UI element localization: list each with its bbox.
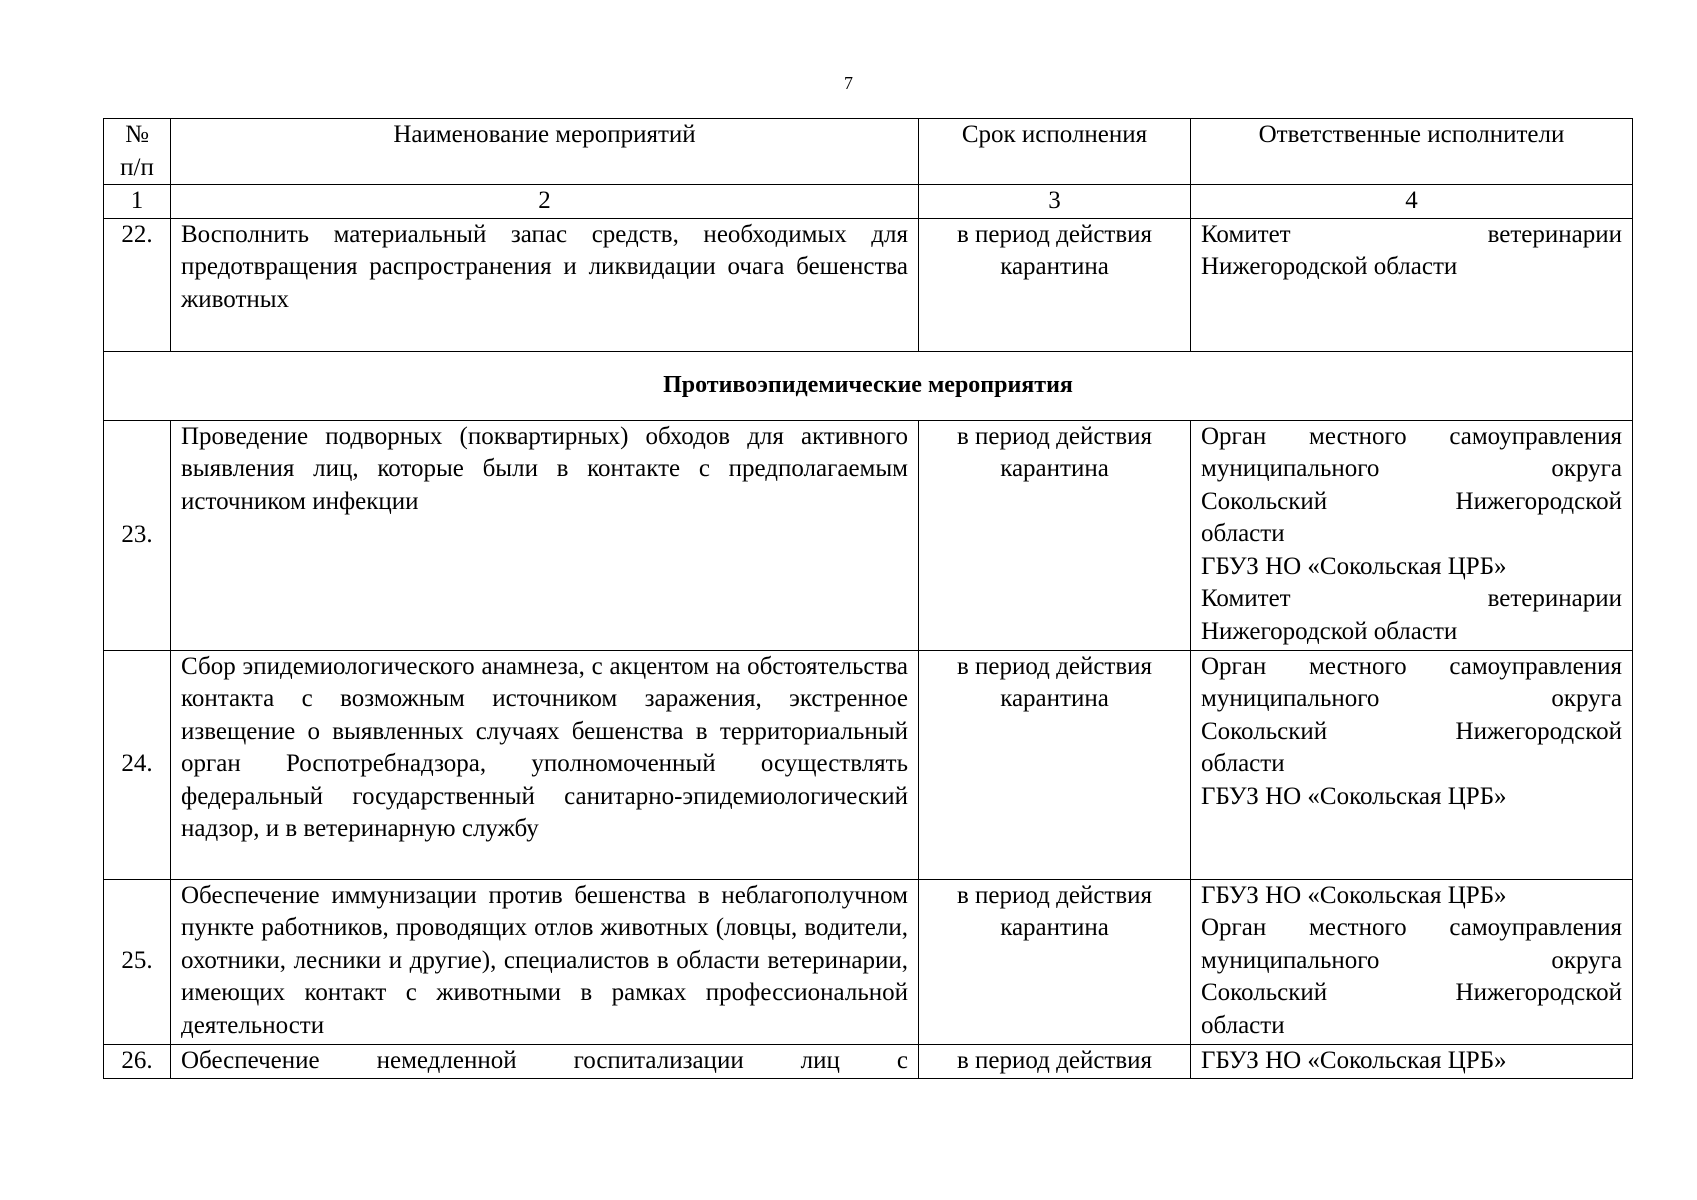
table-row	[104, 1044, 1633, 1078]
resp-word: Сокольский	[1201, 717, 1328, 745]
resp-word: самоуправления	[1449, 914, 1622, 941]
resp-word: Нижегородской	[1455, 487, 1622, 515]
resp-word: муниципального	[1201, 455, 1380, 482]
activity-term: в период действия	[919, 1044, 1191, 1078]
header-num	[104, 119, 171, 185]
activity-responsible	[1191, 879, 1633, 1044]
section-title: Противоэпидемические мероприятия	[104, 351, 1633, 420]
resp-line	[1201, 683, 1622, 716]
resp-line	[1201, 716, 1622, 749]
resp-line: Нижегородской области	[1201, 617, 1458, 645]
resp-word: местного	[1309, 914, 1407, 941]
activity-name: Обеспечение иммунизации против бешенства в неблагополучном пункте работников, проводящих отлов животных (ловцы, водители, охотники, лесники и другие), специалистов в области ветеринарии, имеющих контакт с животными в рамках профессиональной деятельности	[171, 879, 919, 1044]
name-word: немедленной	[376, 1046, 517, 1074]
page-number: 7	[844, 73, 853, 93]
resp-line: ГБУЗ НО «Сокольская ЦРБ»	[1201, 782, 1507, 810]
resp-word: ветеринарии	[1487, 220, 1622, 248]
table-row	[104, 650, 1633, 879]
activity-term: в период действия карантина	[919, 650, 1191, 879]
header-term: Срок исполнения	[919, 119, 1191, 185]
resp-word: местного	[1309, 652, 1407, 680]
activity-name: Проведение подворных (поквартирных) обходов для активного выявления лиц, которые были в контакте с предполагаемым источником инфекции	[171, 420, 919, 650]
column-index-row	[104, 185, 1633, 219]
table-header-row	[104, 119, 1633, 185]
resp-line	[1201, 583, 1622, 616]
header-resp: Ответственные исполнители	[1191, 119, 1633, 185]
column-index-3: 3	[919, 185, 1191, 219]
row-number: 25.	[104, 879, 171, 1044]
activities-table	[103, 118, 1633, 1079]
table-row	[104, 420, 1633, 650]
name-line	[181, 1045, 908, 1078]
resp-line: области	[1201, 1011, 1285, 1039]
resp-word: самоуправления	[1449, 652, 1622, 680]
table-row	[104, 218, 1633, 351]
resp-line: ГБУЗ НО «Сокольская ЦРБ»	[1201, 881, 1507, 909]
resp-word: округа	[1551, 685, 1622, 712]
resp-word: самоуправления	[1449, 422, 1622, 450]
table-row	[104, 879, 1633, 1044]
resp-word: округа	[1551, 946, 1622, 974]
resp-word: Нижегородской	[1455, 979, 1622, 1006]
activity-responsible	[1191, 218, 1633, 351]
activity-term: в период действия карантина	[919, 879, 1191, 1044]
resp-line: области	[1201, 520, 1285, 547]
resp-line	[1201, 651, 1622, 684]
name-word: с	[896, 1046, 908, 1074]
resp-line	[1201, 219, 1622, 252]
section-row	[104, 351, 1633, 420]
resp-line	[1201, 421, 1622, 454]
resp-word: округа	[1551, 455, 1622, 482]
header-num-line1: №	[125, 121, 149, 148]
header-name: Наименование мероприятий	[171, 119, 919, 185]
name-word: лиц	[800, 1046, 840, 1074]
resp-word: Орган	[1201, 914, 1267, 941]
activity-name	[171, 1044, 919, 1078]
activity-responsible	[1191, 650, 1633, 879]
row-number: 26.	[104, 1044, 171, 1078]
activity-responsible: ГБУЗ НО «Сокольская ЦРБ»	[1191, 1044, 1633, 1078]
column-index-1: 1	[104, 185, 171, 219]
activity-responsible	[1191, 420, 1633, 650]
activity-name: Сбор эпидемиологического анамнеза, с акцентом на обстоятельства контакта с возможным источником заражения, экстренное извещение о выявленных случаях бешенства в территориальный орган Роспотребнадзора, уполномоченный осуществлять федеральный государственный санитарно-эпидемиологический надзор, и в ветеринарную службу	[171, 650, 919, 879]
resp-line: области	[1201, 750, 1285, 777]
resp-line: Нижегородской области	[1201, 253, 1458, 280]
resp-word: Орган	[1201, 422, 1267, 450]
resp-word: Сокольский	[1201, 979, 1328, 1006]
resp-word: Сокольский	[1201, 487, 1328, 515]
resp-line	[1201, 977, 1622, 1010]
column-index-2: 2	[171, 185, 919, 219]
resp-line	[1201, 486, 1622, 519]
resp-line	[1201, 453, 1622, 486]
column-index-4: 4	[1191, 185, 1633, 219]
resp-word: местного	[1309, 422, 1407, 450]
resp-word: Комитет	[1201, 585, 1291, 612]
header-num-line2: п/п	[120, 153, 154, 181]
resp-word: Комитет	[1201, 220, 1291, 248]
name-word: Обеспечение	[181, 1046, 320, 1074]
name-word: госпитализации	[573, 1046, 744, 1074]
resp-line	[1201, 945, 1622, 978]
activity-name: Восполнить материальный запас средств, необходимых для предотвращения распространения и ликвидации очага бешенства животных	[171, 218, 919, 351]
row-number: 22.	[104, 218, 171, 351]
row-number: 24.	[104, 650, 171, 879]
resp-word: Нижегородской	[1455, 717, 1622, 745]
resp-word: ветеринарии	[1487, 585, 1622, 612]
activity-term: в период действия карантина	[919, 420, 1191, 650]
resp-line	[1201, 912, 1622, 945]
resp-line: ГБУЗ НО «Сокольская ЦРБ»	[1201, 552, 1507, 580]
row-number: 23.	[104, 420, 171, 650]
resp-word: муниципального	[1201, 946, 1380, 974]
resp-word: муниципального	[1201, 685, 1380, 712]
resp-word: Орган	[1201, 652, 1267, 680]
activity-term: в период действия карантина	[919, 218, 1191, 351]
